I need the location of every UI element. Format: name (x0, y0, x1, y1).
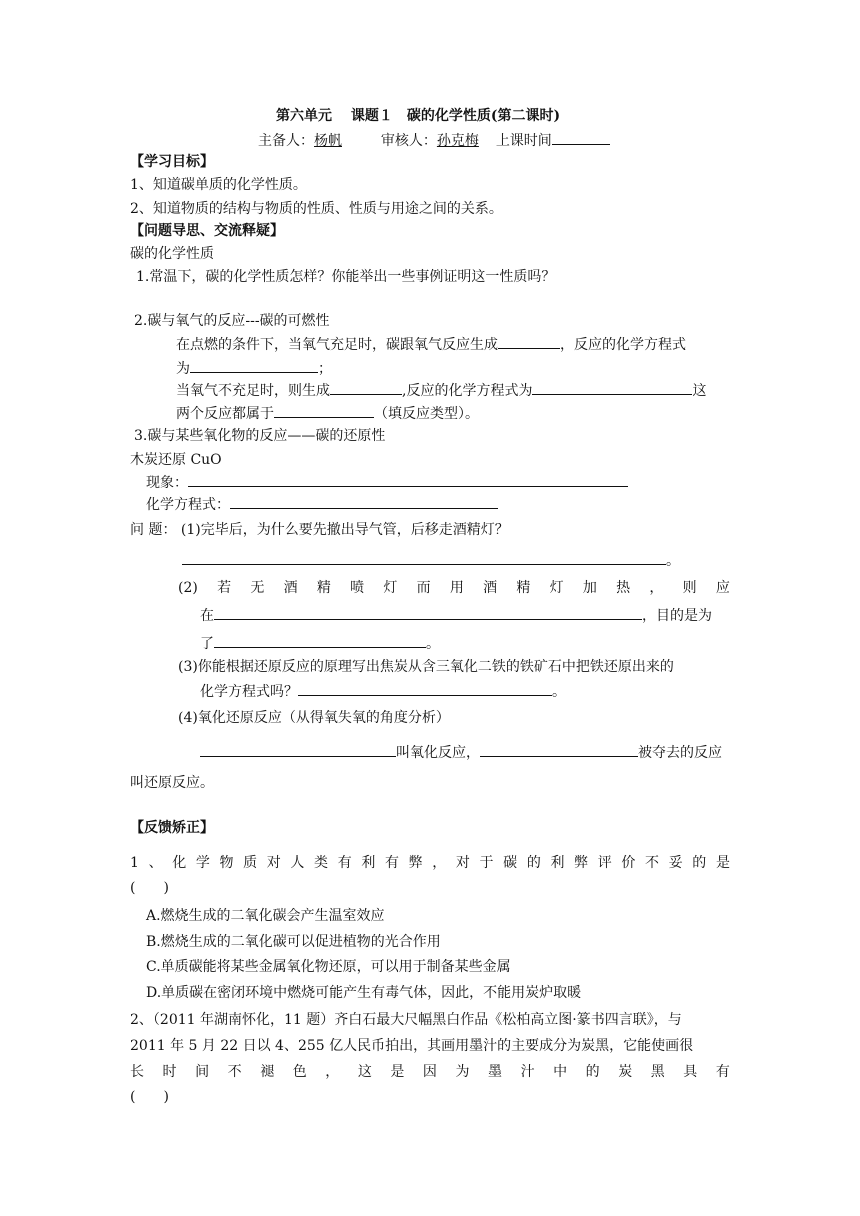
problem-2-line-c: 了 。 (200, 633, 440, 654)
time-blank (552, 130, 610, 145)
doc-title: 第六单元 课题１ 碳的化学性质(第二课时) (276, 108, 561, 124)
preparer-name: 杨帆 (314, 133, 342, 149)
option-d: D.单质碳在密闭环境中燃烧可能产生有毒气体，因此，不能用炭炉取暖 (146, 985, 582, 1001)
goals-heading: 【学习目标】 (130, 154, 214, 170)
problem-3-line-a: (3)你能根据还原反应的原理写出焦炭从含三氧化二铁的铁矿石中把铁还原出来的 (178, 659, 674, 675)
blank (182, 550, 666, 565)
problem-4: (4)氧化还原反应（从得氧失氧的角度分析） (178, 710, 450, 726)
question-2-line-b: 为 ； (176, 358, 332, 379)
problem-4-line-c: 叫还原反应。 (130, 775, 214, 791)
problem-1: 问 题： (1)完毕后，为什么要先撤出导气管，后移走酒精灯？ (130, 522, 509, 538)
guide-subheading: 碳的化学性质 (130, 246, 214, 262)
problem-2-line-a: (2) 若 无 酒 精 喷 灯 而 用 酒 精 灯 加 热 ， 则 应 (178, 580, 730, 596)
feedback-q1-line-a: 1 、 化 学 物 质 对 人 类 有 利 有 弊 ， 对 于 碳 的 利 弊 评 价 不 妥 的 是 (130, 855, 730, 871)
feedback-q2-line-b: 2011 年 5 月 22 日以 4、255 亿人民币拍出，其画用墨汁的主要成分为炭黑，它能使画很 (130, 1038, 694, 1054)
problem-3-line-b: 化学方程式吗？ 。 (200, 681, 566, 702)
cuo-label: 木炭还原 CuO (130, 452, 222, 468)
question-3-title: 3.碳与某些氧化物的反应——碳的还原性 (134, 428, 386, 444)
feedback-q2-line-a: 2、（2011 年湖南怀化，11 题）齐白石最大尺幅黑白作品《松柏高立图·篆书四言联》，与 (130, 1012, 682, 1028)
guide-heading: 【问题导思、交流释疑】 (130, 223, 284, 239)
blank (330, 380, 402, 395)
blank (214, 605, 642, 620)
meta-line (258, 130, 610, 151)
problem-2-line-b: 在 ，目的是为 (200, 605, 712, 626)
feedback-q2-line-c: 长 时 间 不 褪 色 ， 这 是 因 为 墨 汁 中 的 炭 黑 具 有 (130, 1064, 730, 1080)
blank (298, 681, 552, 696)
blank (188, 472, 628, 487)
question-2-line-c: 当氧气不充足时，则生成 ,反应的化学方程式为 这 (176, 380, 706, 401)
feedback-q1-paren: ( ) (130, 880, 169, 896)
blank (532, 380, 692, 395)
question-2-line-d: 两个反应都属于 （填反应类型）。 (176, 403, 479, 424)
goal-item-2: 2、知道物质的结构与物质的性质、性质与用途之间的关系。 (130, 201, 503, 217)
time-label: 上课时间 (495, 133, 552, 149)
blank (274, 403, 374, 418)
option-c: C.单质碳能将某些金属氧化物还原，可以用于制备某些金属 (146, 959, 511, 975)
equation-line: 化学方程式： (146, 494, 498, 515)
problem-4-line-b: 叫氧化反应， 被夺去的反应 (200, 742, 722, 763)
reviewer-label: 审核人： (380, 133, 437, 149)
question-1: 1.常温下，碳的化学性质怎样？你能举出一些事例证明这一性质吗？ (136, 269, 556, 285)
preparer-label: 主备人： (258, 133, 314, 149)
option-b: B.燃烧生成的二氧化碳可以促进植物的光合作用 (146, 934, 441, 950)
question-2-line-a: 在点燃的条件下，当氧气充足时，碳跟氧气反应生成 ，反应的化学方程式 (176, 334, 686, 355)
blank (214, 633, 426, 648)
blank (190, 358, 318, 373)
question-2-title: 2.碳与氧气的反应---碳的可燃性 (134, 313, 330, 329)
feedback-heading: 【反馈矫正】 (130, 820, 214, 836)
goal-item-1: 1、知道碳单质的化学性质。 (130, 177, 307, 193)
feedback-q2-paren: ( ) (130, 1089, 169, 1105)
option-a: A.燃烧生成的二氧化碳会产生温室效应 (146, 908, 385, 924)
reviewer-name: 孙克梅 (436, 133, 479, 149)
problem-1-answer: 。 (182, 550, 680, 571)
blank (480, 742, 638, 757)
phenomenon-line: 现象： (146, 472, 628, 493)
blank (498, 334, 560, 349)
blank (200, 742, 396, 757)
blank (230, 494, 498, 509)
